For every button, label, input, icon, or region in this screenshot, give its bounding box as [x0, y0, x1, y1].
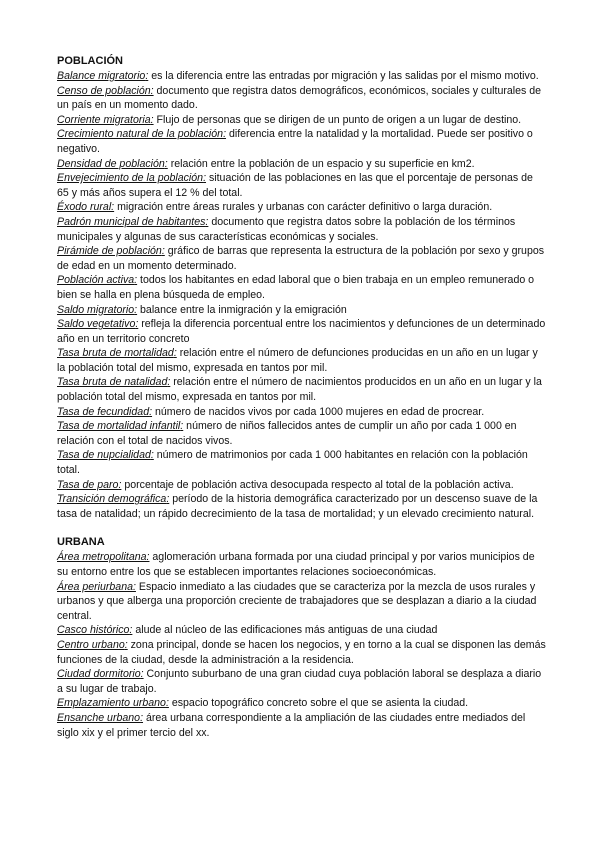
glossary-definition: diferencia entre la natalidad y la mortalidad. Puede ser positivo o negativo.	[57, 128, 533, 155]
glossary-definition: aglomeración urbana formada por una ciudad principal y por varios municipios de su entorno entre los que se establecen importantes relaciones socioeconómicas.	[57, 551, 535, 578]
glossary-definition: documento que registra datos sobre la población de los términos municipales y algunas de sus características económicas y sociales.	[57, 215, 516, 243]
glossary-term: Ensanche urbano	[57, 711, 141, 724]
glossary-term: Tasa de paro	[57, 478, 119, 491]
glossary-entry	[57, 419, 547, 448]
glossary-entry	[57, 375, 547, 404]
term-separator: :	[180, 420, 184, 433]
term-separator: :	[166, 493, 170, 506]
glossary-definition: documento que registra datos demográficos, económicos, sociales y culturales de un país en un momento dado.	[57, 84, 542, 112]
term-separator: :	[145, 70, 149, 82]
glossary-definition: Espacio inmediato a las ciudades que se caracteriza por la mezcla de usos rurales y urbanos y que alberga una proporción creciente de trabajadores que se desplazan a diario a la ciudad central.	[57, 580, 537, 622]
glossary-entry	[57, 84, 547, 113]
glossary-term: Censo de población:	[57, 84, 154, 97]
glossary-entry	[57, 113, 547, 128]
term-separator: :	[135, 318, 139, 331]
term-separator: :	[165, 697, 169, 710]
glossary-entry	[57, 638, 547, 667]
glossary-term: Centro urbano	[57, 638, 125, 651]
glossary-definition: es la diferencia entre las entradas por migración y las salidas por el mismo motivo.	[148, 70, 539, 82]
glossary-definition: período de la historia demográfica caracterizado por un descenso suave de la tasa de natalidad; un rápido decrecimiento de la tasa de mortalidad; y un elevado crecimiento natural.	[57, 493, 538, 520]
glossary-term: Emplazamiento urbano	[57, 697, 166, 710]
section-poblacion	[57, 54, 547, 521]
glossary-definition: espacio topográfico concreto sobre el que se asienta la ciudad.	[168, 697, 469, 710]
glossary-definition: número de niños fallecidos antes de cumplir un año por cada 1 000 en relación con el total de nacidos vivos.	[57, 420, 517, 447]
glossary-term: Saldo migratorio	[57, 303, 135, 316]
term-separator: :	[150, 113, 154, 126]
glossary-entry	[57, 580, 547, 624]
term-separator: :	[134, 303, 138, 316]
glossary-entry	[57, 492, 547, 521]
term-separator: :	[118, 478, 122, 491]
term-separator: :	[134, 274, 138, 287]
glossary-definition: migración entre áreas rurales y urbanas con carácter definitivo o larga duración.	[114, 201, 493, 214]
glossary-definition: situación de las poblaciones en las que el porcentaje de personas de 65 y más años supera el 12 % del total.	[57, 172, 533, 199]
glossary-definition: número de nacidos vivos por cada 1000 mujeres en edad de procrear.	[152, 405, 485, 418]
glossary-definition: relación entre la población de un espacio y su superficie en km2.	[167, 157, 475, 170]
glossary-entry	[57, 157, 547, 172]
term-separator: :	[173, 347, 177, 360]
glossary-term: Casco histórico	[57, 624, 130, 637]
section-title: URBANA	[57, 536, 105, 549]
glossary-term: Tasa de fecundidad	[57, 405, 150, 418]
glossary-definition: área urbana correspondiente a la ampliación de las ciudades entre mediados del siglo xix y el primer tercio del xx.	[57, 711, 526, 739]
glossary-entry	[57, 667, 547, 696]
glossary-term: Densidad de población	[57, 157, 165, 170]
glossary-entry	[57, 346, 547, 375]
glossary-term: Transición demográfica	[57, 493, 167, 506]
glossary-entry	[57, 696, 547, 711]
glossary-term: Ciudad dormitorio	[57, 668, 141, 681]
glossary-definition: zona principal, donde se hacen los negocios, y en torno a la cual se disponen las demás funciones de la ciudad, desde la administración a la residencia.	[57, 638, 546, 666]
glossary-term: Padrón municipal de habitantes	[57, 215, 206, 228]
glossary-definition: relación entre el número de defunciones producidas en un año en un lugar y la población total del mismo, expresada en tantos por mil.	[57, 347, 538, 374]
term-separator: :	[146, 551, 150, 564]
term-separator: :	[203, 172, 207, 185]
glossary-term: Tasa bruta de mortalidad	[57, 347, 174, 360]
term-separator: :	[167, 376, 171, 389]
glossary-entry	[57, 303, 547, 318]
glossary-entry	[57, 405, 547, 420]
glossary-definition: Conjunto suburbano de una gran ciudad cuya población laboral se desplaza a diario a su lugar de trabajo.	[57, 668, 542, 695]
glossary-entry	[57, 69, 547, 84]
glossary-term: Envejecimiento de la población	[57, 172, 204, 185]
glossary-entry	[57, 711, 547, 740]
glossary-entry	[57, 273, 547, 302]
term-separator: :	[140, 668, 144, 681]
glossary-term: Crecimiento natural de la población:	[57, 128, 227, 141]
term-separator: :	[149, 405, 153, 418]
glossary-page	[57, 54, 547, 740]
glossary-entry	[57, 200, 547, 215]
glossary-entry	[57, 244, 547, 273]
glossary-entry	[57, 448, 547, 477]
glossary-definition: refleja la diferencia porcentual entre los nacimientos y defunciones de un determinado año en un territorio concreto	[57, 318, 546, 345]
glossary-definition: balance entre la inmigración y la emigración	[137, 303, 347, 316]
glossary-definition: porcentaje de población activa desocupada respecto al total de la población activa.	[121, 478, 514, 491]
term-separator: :	[150, 449, 154, 462]
glossary-entry	[57, 317, 547, 346]
glossary-definition: número de matrimonios por cada 1 000 habitantes en relación con la población total.	[57, 449, 528, 477]
glossary-term: Tasa bruta de natalidad	[57, 376, 168, 389]
glossary-entry	[57, 478, 547, 493]
term-separator: :	[164, 157, 168, 170]
term-separator: :	[124, 638, 128, 651]
glossary-term: Área periurbana	[57, 580, 133, 593]
glossary-term: Éxodo rural:	[57, 201, 115, 214]
term-separator: :	[140, 711, 144, 724]
entry-list	[57, 550, 547, 740]
glossary-definition: alude al núcleo de las edificaciones más antiguas de una ciudad	[132, 624, 438, 637]
term-separator: :	[205, 215, 209, 228]
glossary-entry	[57, 215, 547, 244]
glossary-term: Corriente migratoria	[57, 113, 151, 126]
term-separator: :	[129, 624, 133, 637]
glossary-term: Pirámide de población	[57, 245, 162, 258]
glossary-term: Balance migratorio	[57, 70, 146, 82]
section-urbana	[57, 535, 547, 740]
term-separator: :	[132, 580, 136, 593]
glossary-definition: todos los habitantes en edad laboral que o bien trabaja en un empleo remunerado o bien se halla en plena búsqueda de empleo.	[57, 274, 535, 301]
glossary-term: Tasa de mortalidad infantil	[57, 420, 181, 433]
entry-list	[57, 69, 547, 521]
glossary-entry	[57, 127, 547, 156]
glossary-definition: Flujo de personas que se dirigen de un punto de origen a un lugar de destino.	[153, 113, 522, 126]
glossary-definition: relación entre el número de nacimientos producidos en un año en un lugar y la población total del mismo, expresada en tantos por mil.	[57, 376, 542, 404]
glossary-term: Saldo vegetativo	[57, 318, 136, 331]
glossary-term: Población activa	[57, 274, 135, 287]
glossary-entry	[57, 171, 547, 200]
glossary-term: Área metropolitana	[57, 551, 147, 564]
glossary-entry	[57, 623, 547, 638]
section-title: POBLACIÓN	[57, 55, 123, 67]
glossary-definition: gráfico de barras que representa la estructura de la población por sexo y grupos de edad en un momento determinado.	[57, 245, 545, 272]
glossary-term: Tasa de nupcialidad	[57, 449, 151, 462]
term-separator: :	[161, 245, 165, 258]
glossary-entry	[57, 550, 547, 579]
